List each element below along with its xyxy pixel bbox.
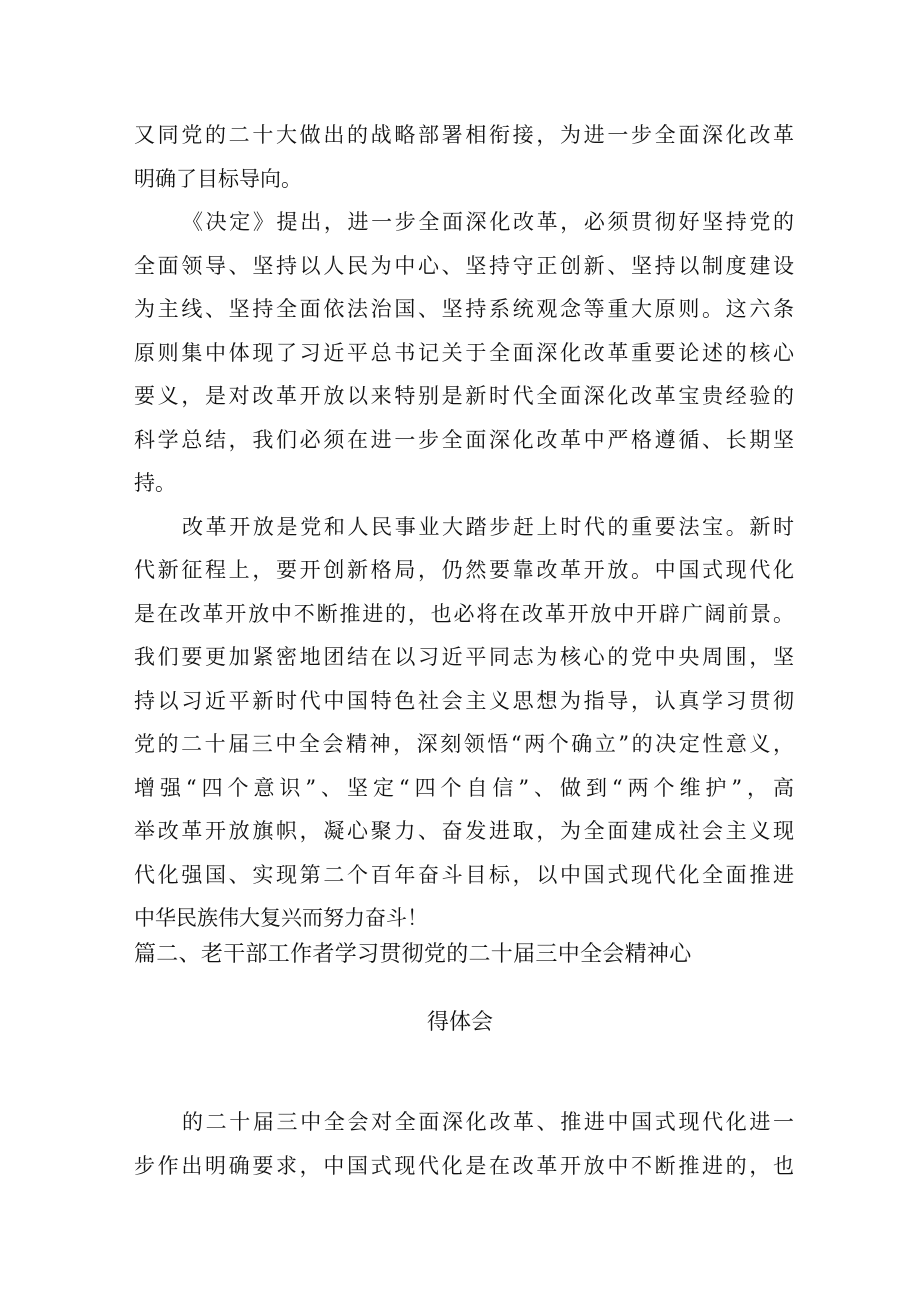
paragraph-3-line-9: 代化强国、实现第二个百年奋斗目标，以中国式现代化全面推进: [134, 863, 794, 887]
paragraph-2-line-6: 科学总结，我们必须在进一步全面深化改革中严格遵循、长期坚: [134, 428, 794, 452]
paragraph-2-line-3: 为主线、坚持全面依法治国、坚持系统观念等重大原则。这六条: [134, 297, 794, 321]
section-heading: 篇二、老干部工作者学习贯彻党的二十届三中全会精神心: [134, 942, 692, 967]
paragraph-2-line-7: 持。: [134, 471, 176, 495]
section-heading-continued: 得体会: [426, 1010, 493, 1035]
section-paragraph-line-2: 步作出明确要求，中国式现代化是在改革开放中不断推进的，也: [134, 1154, 794, 1178]
paragraph-3-line-10: 中华民族伟大复兴而努力奋斗！: [134, 906, 428, 930]
paragraph-3-line-5: 持以习近平新时代中国特色社会主义思想为指导，认真学习贯彻: [134, 689, 794, 713]
paragraph-3-line-8: 举改革开放旗帜，凝心聚力、奋发进取，为全面建成社会主义现: [134, 819, 794, 843]
paragraph-3-line-4: 我们要更加紧密地团结在以习近平同志为核心的党中央周围，坚: [134, 645, 794, 669]
paragraph-2-line-1: 《决定》提出，进一步全面深化改革，必须贯彻好坚持党的: [182, 210, 794, 234]
paragraph-3-line-3: 是在改革开放中不断推进的，也必将在改革开放中开辟广阔前景。: [134, 602, 794, 626]
paragraph-3-line-1: 改革开放是党和人民事业大踏步赶上时代的重要法宝。新时: [182, 515, 794, 539]
paragraph-2-line-5: 要义，是对改革开放以来特别是新时代全面深化改革宝贵经验的: [134, 384, 794, 408]
section-paragraph-line-1: 的二十届三中全会对全面深化改革、推进中国式现代化进一: [182, 1110, 794, 1134]
paragraph-2-line-4: 原则集中体现了习近平总书记关于全面深化改革重要论述的核心: [134, 341, 794, 365]
paragraph-3-line-2: 代新征程上，要开创新格局，仍然要靠改革开放。中国式现代化: [134, 558, 794, 582]
paragraph-1-line-1: 又同党的二十大做出的战略部署相衔接，为进一步全面深化改革: [134, 123, 794, 147]
paragraph-2-line-2: 全面领导、坚持以人民为中心、坚持守正创新、坚持以制度建设: [134, 254, 794, 278]
paragraph-1-line-2: 明确了目标导向。: [134, 167, 302, 191]
paragraph-3-line-6: 党的二十届三中全会精神，深刻领悟“两个确立”的决定性意义，: [134, 732, 794, 756]
paragraph-3-line-7: 增强“四个意识”、坚定“四个自信”、做到“两个维护”，高: [134, 776, 794, 800]
